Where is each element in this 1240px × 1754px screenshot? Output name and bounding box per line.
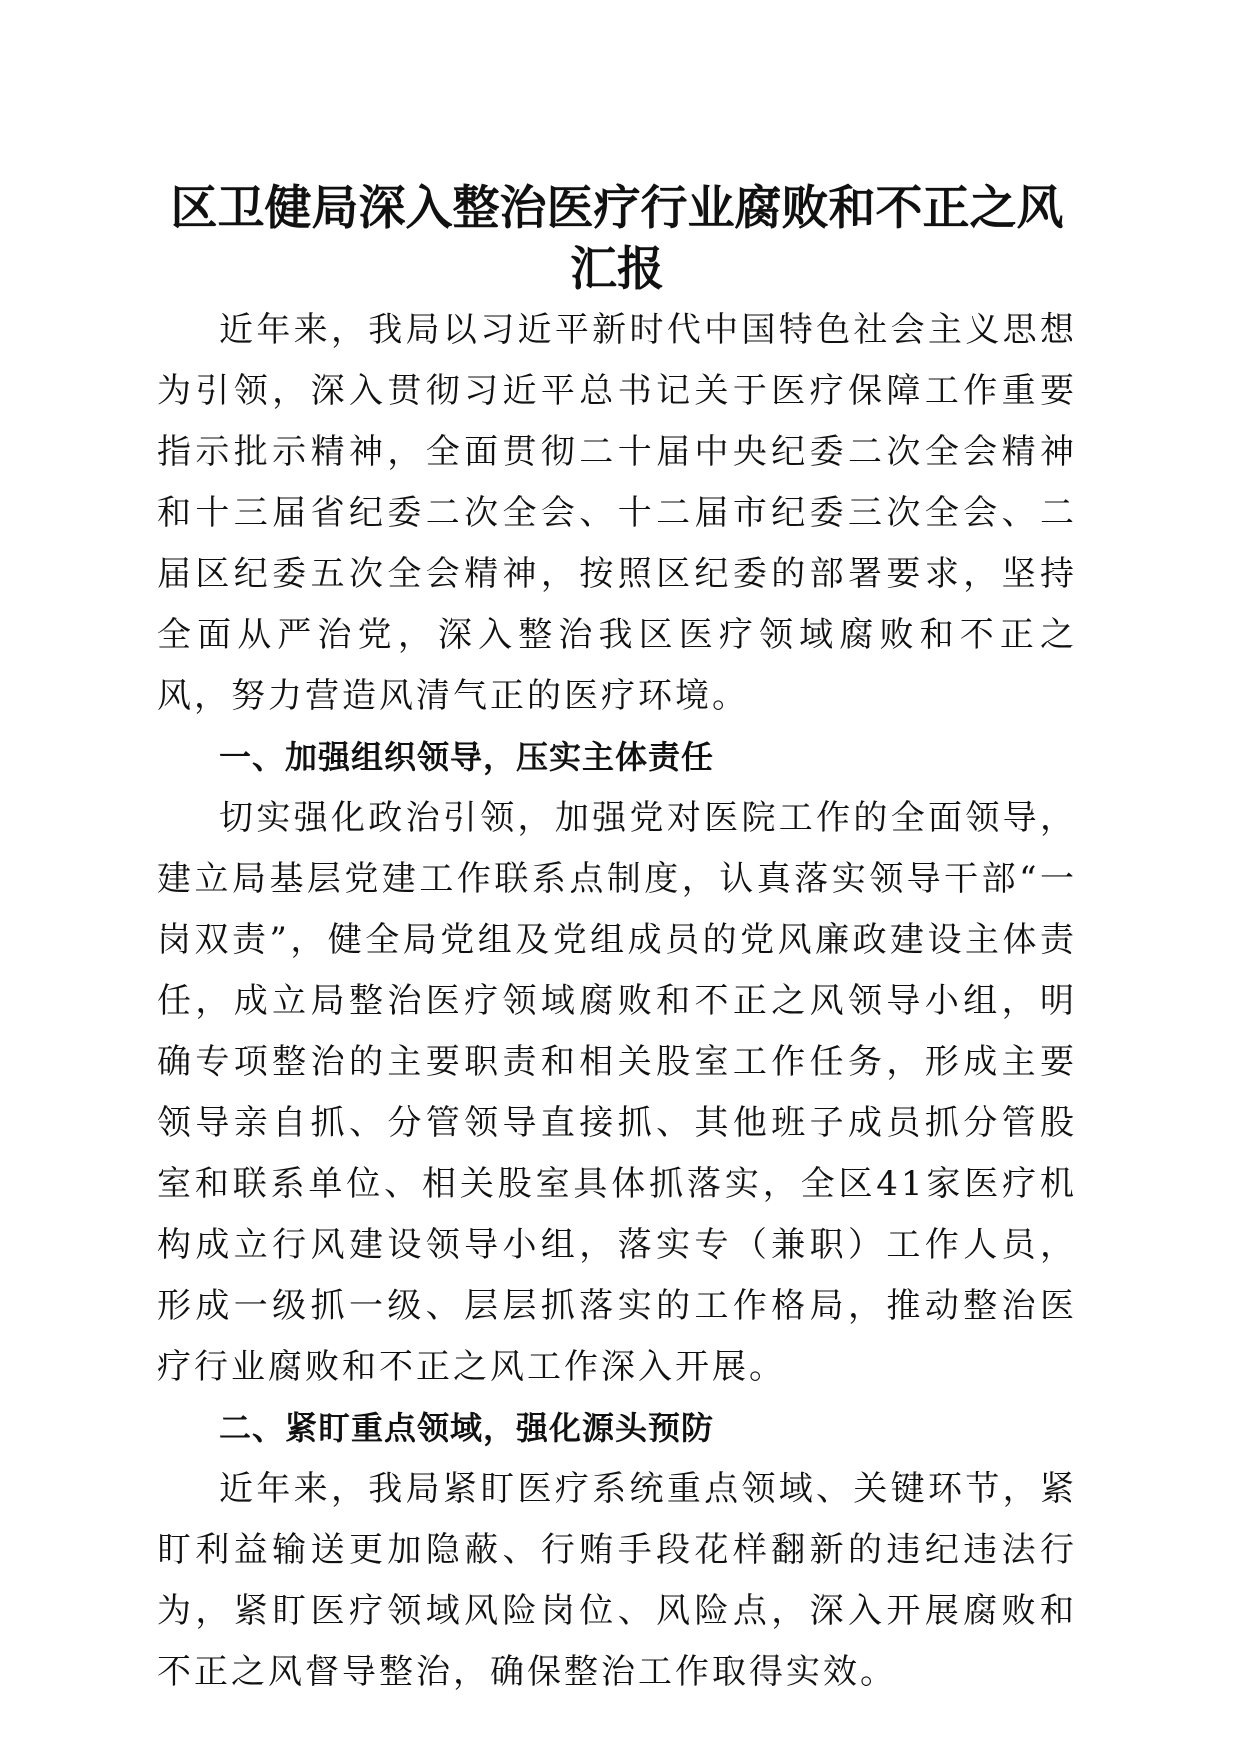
- document-page: [157, 178, 1077, 1703]
- section-2-paragraph: 近年来，我局紧盯医疗系统重点领域、关键环节，紧盯利益输送更加隐蔽、行贿手段花样翻新的违纪违法行为，紧盯医疗领域风险岗位、风险点，深入开展腐败和不正之风督导整治，确保整治工作取得实效。: [157, 1469, 1077, 1692]
- section-1-heading: 一、加强组织领导，压实主体责任: [219, 738, 715, 776]
- title-line-1: 区卫健局深入整治医疗行业腐败和不正之风: [170, 181, 1064, 236]
- section-2-heading: 二、紧盯重点领域，强化源头预防: [219, 1409, 715, 1447]
- title-line-2: 汇报: [570, 242, 664, 297]
- document-title: [157, 178, 1077, 300]
- intro-paragraph: 近年来，我局以习近平新时代中国特色社会主义思想为引领，深入贯彻习近平总书记关于医疗保障工作重要指示批示精神，全面贯彻二十届中央纪委二次全会精神和十三届省纪委二次全会、十二届市纪委三次全会、二届区纪委五次全会精神，按照区纪委的部署要求，坚持全面从严治党，深入整治我区医疗领域腐败和不正之风，努力营造风清气正的医疗环境。: [157, 310, 1077, 716]
- section-1-paragraph: 切实强化政治引领，加强党对医院工作的全面领导，建立局基层党建工作联系点制度，认真落实领导干部“一岗双责”，健全局党组及党组成员的党风廉政建设主体责任，成立局整治医疗领域腐败和不正之风领导小组，明确专项整治的主要职责和相关股室工作任务，形成主要领导亲自抓、分管领导直接抓、其他班子成员抓分管股室和联系单位、相关股室具体抓落实，全区41家医疗机构成立行风建设领导小组，落实专（兼职）工作人员，形成一级抓一级、层层抓落实的工作格局，推动整治医疗行业腐败和不正之风工作深入开展。: [157, 798, 1077, 1387]
